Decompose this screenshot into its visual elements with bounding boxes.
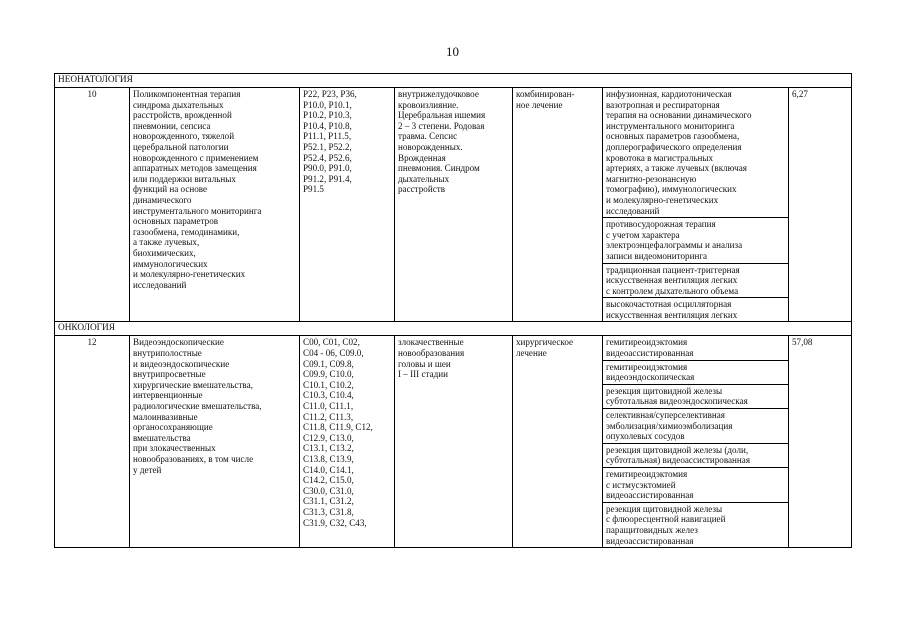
- treatment-method: традиционная пациент-триггерная искусственная вентиляция легких с контролем дыхательного объема: [603, 263, 789, 298]
- services-table: [54, 73, 852, 548]
- treatment-method: гемитиреоидэктомия видеоэндоскопическая: [603, 360, 789, 384]
- cost-value: 6,27: [789, 88, 852, 322]
- treatment-method: инфузионная, кардиотоническая вазотропная и респираторная терапия на основании динамического инструментального мониторинга основных параметров газообмена, доплерографического определения кровотока в магистральных артериях, а также лучевых (включая магнитно-резонансную томографию), иммунологических и молекулярно-генетических исследований: [603, 88, 789, 218]
- treatment-method: резекция щитовидной железы (доли, субтотальная) видеоассистированная: [603, 443, 789, 467]
- treatment-method: высокочастотная осцилляторная искусственная вентиляция легких: [603, 298, 789, 322]
- section-title: НЕОНАТОЛОГИЯ: [55, 74, 852, 88]
- service-name: Видеоэндоскопические внутриполостные и видеоэндоскопические внутрипросветные хирургические вмешательства, интервенционные радиологические вмешательства, малоинвазивные органосохраняющие вмешательства при злокачественных новообразованиях, в том числе у детей: [130, 336, 300, 548]
- patient-model: злокачественные новообразования головы и шеи I – III стадии: [395, 336, 513, 548]
- treatment-method: противосудорожная терапия с учетом характера электроэнцефалограммы и анализа записи видеомониторинга: [603, 218, 789, 263]
- table-row: [55, 88, 852, 218]
- section-header-oncology: [55, 322, 852, 336]
- icd-codes: C00, C01, C02, C04 - 06, C09.0, C09.1, C09.8, C09.9, C10.0, C10.1, C10.2, C10.3, C10.4, C11.0, C11.1, C11.2, C11.3, C11.8, C11.9, C12, C12.9, C13.0, C13.1, C13.2, C13.8, C13.9, C14.0, C14.1, C14.2, C15.0, C30.0, C31.0, C31.1, C31.2, C31.3, C31.8, C31.9, C32, C43,: [300, 336, 395, 548]
- cost-value: 57,08: [789, 336, 852, 548]
- treatment-method: гемитиреоидэктомия с истмусэктомией видеоассистированная: [603, 468, 789, 503]
- treatment-type: хирургическое лечение: [513, 336, 603, 548]
- treatment-method: резекция щитовидной железы субтотальная видеоэндоскопическая: [603, 384, 789, 408]
- service-name: Поликомпонентная терапия синдрома дыхательных расстройств, врожденной пневмонии, сепсиса новорожденного, тяжелой церебральной патологии новорожденного с применением аппаратных методов замещения или поддержки витальных функций на основе динамического инструментального мониторинга основных параметров газообмена, гемодинамики, а также лучевых, биохимических, иммунологических и молекулярно-генетических исследований: [130, 88, 300, 322]
- table-row: [55, 336, 852, 360]
- row-number: 12: [55, 336, 130, 548]
- page-number: 10: [446, 44, 459, 59]
- icd-codes: P22, P23, P36, P10.0, P10.1, P10.2, P10.3, P10.4, P10.8, P11.1, P11.5, P52.1, P52.2, P52.4, P52.6, P90.0, P91.0, P91.2, P91.4, P91.5: [300, 88, 395, 322]
- treatment-method: селективная/суперселективная эмболизация/химиоэмболизация опухолевых сосудов: [603, 409, 789, 444]
- row-number: 10: [55, 88, 130, 322]
- treatment-method: гемитиреоидэктомия видеоассистированная: [603, 336, 789, 360]
- section-title: ОНКОЛОГИЯ: [55, 322, 852, 336]
- section-header-neonatology: [55, 74, 852, 88]
- treatment-method: резекция щитовидной железы с флюоресцентной навигацией паращитовидных желез видеоассистированная: [603, 502, 789, 547]
- treatment-type: комбинирован- ное лечение: [513, 88, 603, 322]
- patient-model: внутрижелудочковое кровоизлияние. Церебральная ишемия 2 – 3 степени. Родовая травма. Сепсис новорожденных. Врожденная пневмония. Синдром дыхательных расстройств: [395, 88, 513, 322]
